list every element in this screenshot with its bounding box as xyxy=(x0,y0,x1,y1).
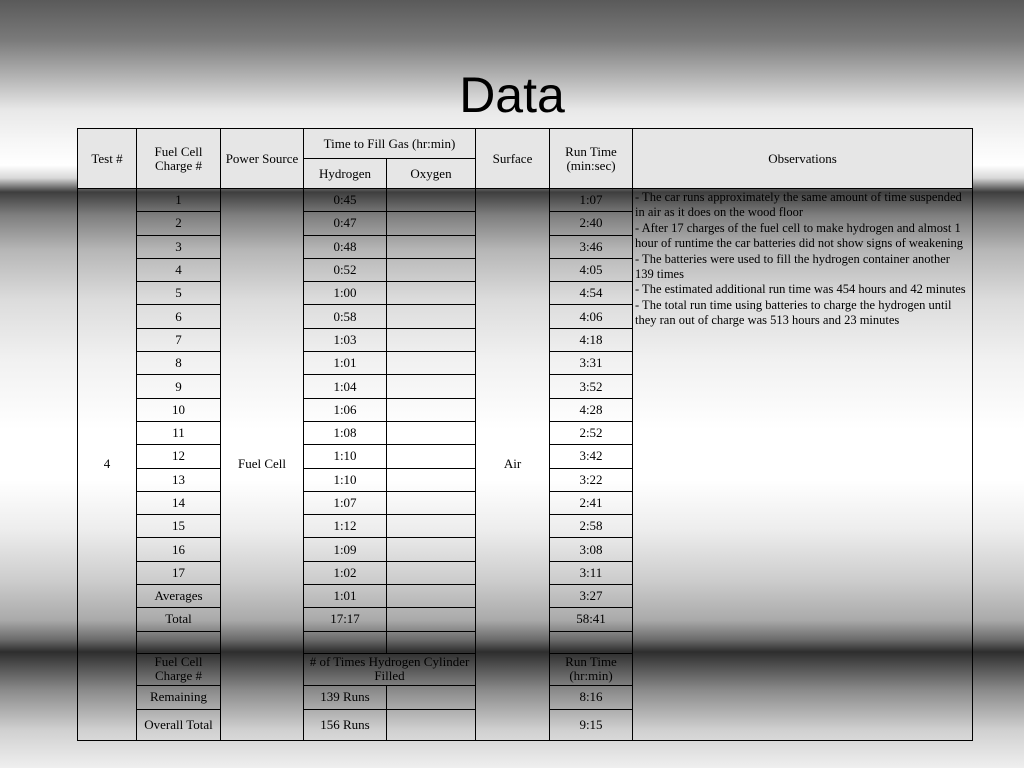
observation-text: - The estimated additional run time was 454 hours and 42 minutes xyxy=(635,282,966,297)
remaining-run-time: 8:16 xyxy=(550,685,633,709)
run-time-cell: 4:05 xyxy=(550,258,633,281)
observation-text: - The total run time using batteries to charge the hydrogen until they ran out of charge was 513 hours and 23 minutes xyxy=(635,297,952,328)
test-number-cell: 4 xyxy=(78,189,137,741)
oxygen-cell xyxy=(387,375,476,398)
data-table-container xyxy=(77,128,973,741)
charge-cell: 4 xyxy=(137,258,221,281)
observation-text: - The batteries were used to fill the hydrogen container another 139 times xyxy=(635,251,950,282)
oxygen-cell xyxy=(387,189,476,212)
data-table xyxy=(77,128,973,741)
oxygen-cell xyxy=(387,445,476,468)
averages-oxygen xyxy=(387,585,476,608)
charge-cell: 2 xyxy=(137,212,221,235)
oxygen-cell xyxy=(387,561,476,584)
remaining-oxygen xyxy=(387,685,476,709)
blank-cell xyxy=(137,631,221,653)
charge-cell: 6 xyxy=(137,305,221,328)
hydrogen-cell: 1:12 xyxy=(304,515,387,538)
run-time-cell: 3:52 xyxy=(550,375,633,398)
hydrogen-cell: 0:52 xyxy=(304,258,387,281)
run-time-cell: 2:52 xyxy=(550,421,633,444)
header-observations: Observations xyxy=(633,129,973,189)
oxygen-cell xyxy=(387,515,476,538)
header-hydrogen: Hydrogen xyxy=(304,159,387,189)
oxygen-cell xyxy=(387,398,476,421)
surface-cell: Air xyxy=(476,189,550,741)
remaining-runs: 139 Runs xyxy=(304,685,387,709)
oxygen-cell xyxy=(387,328,476,351)
run-time-cell: 2:58 xyxy=(550,515,633,538)
observation-text: - The car runs approximately the same amount of time suspended in air as it does on the wood floor xyxy=(635,190,962,220)
table-row xyxy=(78,189,973,212)
hydrogen-cell: 1:02 xyxy=(304,561,387,584)
charge-cell: 12 xyxy=(137,445,221,468)
header-power-source: Power Source xyxy=(221,129,304,189)
total-oxygen xyxy=(387,608,476,631)
charge-cell: 14 xyxy=(137,491,221,514)
overall-oxygen xyxy=(387,709,476,740)
charge-cell: 3 xyxy=(137,235,221,258)
averages-run-time: 3:27 xyxy=(550,585,633,608)
oxygen-cell xyxy=(387,258,476,281)
hydrogen-cell: 0:47 xyxy=(304,212,387,235)
run-time-cell: 3:22 xyxy=(550,468,633,491)
oxygen-cell xyxy=(387,305,476,328)
header-surface: Surface xyxy=(476,129,550,189)
blank-cell xyxy=(550,631,633,653)
header-run-time: Run Time (min:sec) xyxy=(550,129,633,189)
hydrogen-cell: 1:04 xyxy=(304,375,387,398)
blank-cell xyxy=(304,631,387,653)
charge-cell: 13 xyxy=(137,468,221,491)
charge-cell: 10 xyxy=(137,398,221,421)
hydrogen-cell: 1:03 xyxy=(304,328,387,351)
run-time-cell: 3:42 xyxy=(550,445,633,468)
hydrogen-cell: 1:10 xyxy=(304,468,387,491)
header-charge: Fuel Cell Charge # xyxy=(137,129,221,189)
run-time-cell: 4:54 xyxy=(550,282,633,305)
overall-label: Overall Total xyxy=(137,709,221,740)
charge-cell: 16 xyxy=(137,538,221,561)
run-time-cell: 2:40 xyxy=(550,212,633,235)
run-time-cell: 3:08 xyxy=(550,538,633,561)
hydrogen-cell: 1:08 xyxy=(304,421,387,444)
charge-cell: 17 xyxy=(137,561,221,584)
charge-cell: 5 xyxy=(137,282,221,305)
run-time-cell: 1:07 xyxy=(550,189,633,212)
run-time-cell: 3:11 xyxy=(550,561,633,584)
power-source-cell: Fuel Cell xyxy=(221,189,304,741)
oxygen-cell xyxy=(387,235,476,258)
total-hydrogen: 17:17 xyxy=(304,608,387,631)
charge-cell: 11 xyxy=(137,421,221,444)
oxygen-cell xyxy=(387,282,476,305)
hydrogen-cell: 0:58 xyxy=(304,305,387,328)
run-time-cell: 2:41 xyxy=(550,491,633,514)
slide-title: Data xyxy=(459,67,565,123)
header-test: Test # xyxy=(78,129,137,189)
total-label: Total xyxy=(137,608,221,631)
lower-header-run-time: Run Time (hr:min) xyxy=(550,653,633,685)
header-time-to-fill: Time to Fill Gas (hr:min) xyxy=(304,129,476,159)
oxygen-cell xyxy=(387,468,476,491)
lower-header-cylinder: # of Times Hydrogen Cylinder Filled xyxy=(304,653,476,685)
oxygen-cell xyxy=(387,491,476,514)
lower-header-charge: Fuel Cell Charge # xyxy=(137,653,221,685)
hydrogen-cell: 1:10 xyxy=(304,445,387,468)
run-time-cell: 4:18 xyxy=(550,328,633,351)
run-time-cell: 4:06 xyxy=(550,305,633,328)
hydrogen-cell: 1:06 xyxy=(304,398,387,421)
observation-text: - After 17 charges of the fuel cell to make hydrogen and almost 1 hour of runtime the car batteries did not show signs of weakening xyxy=(635,220,964,251)
remaining-label: Remaining xyxy=(137,685,221,709)
overall-runs: 156 Runs xyxy=(304,709,387,740)
averages-hydrogen: 1:01 xyxy=(304,585,387,608)
hydrogen-cell: 1:01 xyxy=(304,352,387,375)
oxygen-cell xyxy=(387,212,476,235)
header-oxygen: Oxygen xyxy=(387,159,476,189)
charge-cell: 9 xyxy=(137,375,221,398)
run-time-cell: 4:28 xyxy=(550,398,633,421)
charge-cell: 1 xyxy=(137,189,221,212)
oxygen-cell xyxy=(387,352,476,375)
observations-cell xyxy=(633,189,973,741)
header-row-top xyxy=(78,129,973,159)
total-run-time: 58:41 xyxy=(550,608,633,631)
hydrogen-cell: 0:48 xyxy=(304,235,387,258)
charge-cell: 8 xyxy=(137,352,221,375)
run-time-cell: 3:31 xyxy=(550,352,633,375)
hydrogen-cell: 1:07 xyxy=(304,491,387,514)
oxygen-cell xyxy=(387,421,476,444)
hydrogen-cell: 1:09 xyxy=(304,538,387,561)
charge-cell: 7 xyxy=(137,328,221,351)
charge-cell: 15 xyxy=(137,515,221,538)
blank-cell xyxy=(387,631,476,653)
averages-label: Averages xyxy=(137,585,221,608)
oxygen-cell xyxy=(387,538,476,561)
overall-run-time: 9:15 xyxy=(550,709,633,740)
hydrogen-cell: 0:45 xyxy=(304,189,387,212)
hydrogen-cell: 1:00 xyxy=(304,282,387,305)
run-time-cell: 3:46 xyxy=(550,235,633,258)
